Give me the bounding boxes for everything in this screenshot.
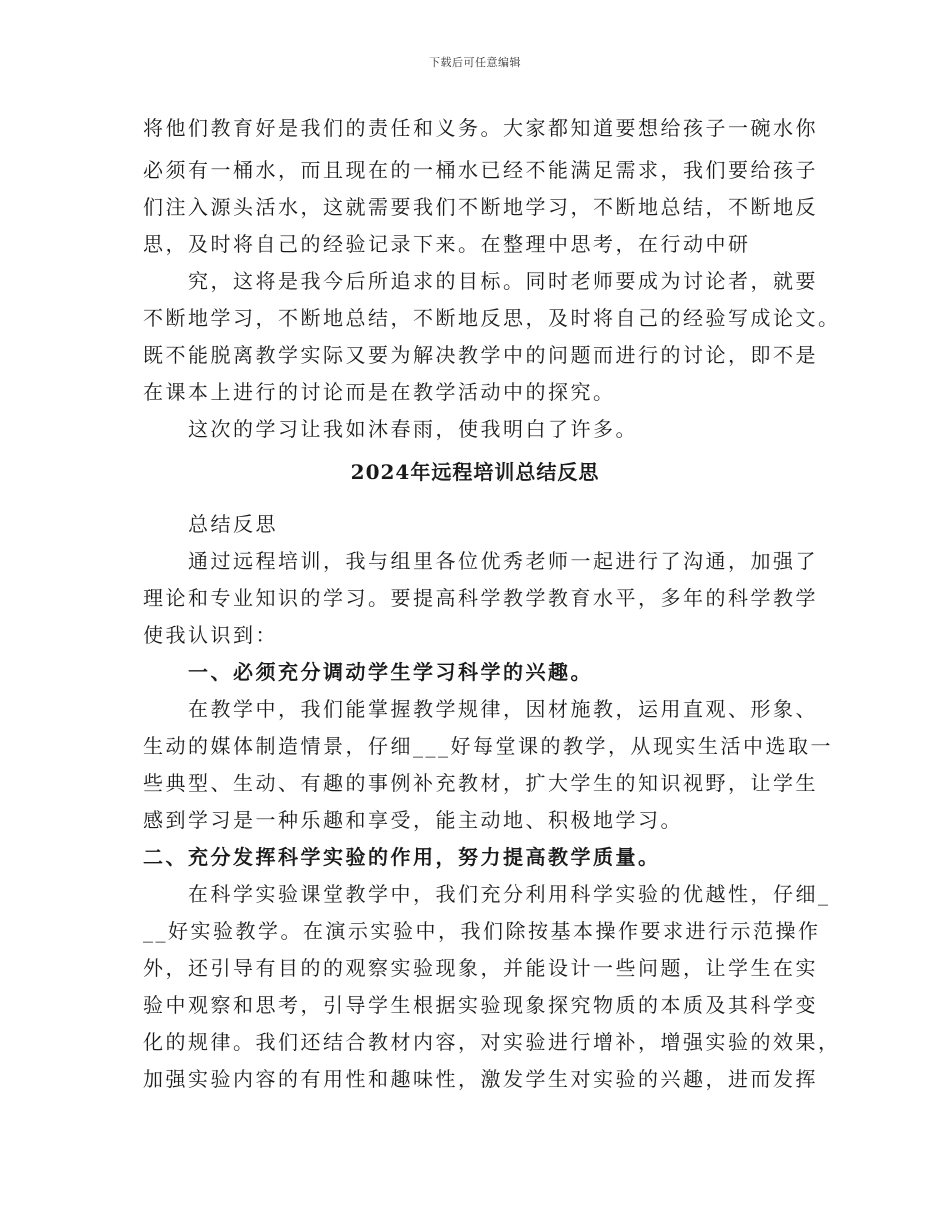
text-line: 在科学实验课堂教学中，我们充分利用科学实验的优越性，仔细_	[188, 882, 831, 906]
text-line: 在课本上进行的讨论而是在教学活动中的探究。	[143, 380, 616, 404]
section-title: 2024年远程培训总结反思	[350, 460, 600, 484]
text-line: 化的规律。我们还结合教材内容，对实验进行增补，增强实验的效果，	[143, 1030, 841, 1054]
text-line: 不断地学习，不断地总结，不断地反思，及时将自己的经验写成论文。	[143, 306, 841, 330]
text-line: 将他们教育好是我们的责任和义务。大家都知道要想给孩子一碗水你	[143, 116, 818, 140]
text-line: 在教学中，我们能掌握教学规律，因材施教，运用直观、形象、	[188, 697, 818, 721]
text-line: 些典型、生动、有趣的事例补充教材，扩大学生的知识视野，让学生	[143, 771, 818, 795]
text-line: 使我认识到：	[143, 623, 278, 647]
heading-two: 二、充分发挥科学实验的作用，努力提高教学质量。	[143, 845, 661, 869]
text-line: 感到学习是一种乐趣和享受，能主动地、积极地学习。	[143, 808, 683, 832]
text-line: 通过远程培训，我与组里各位优秀老师一起进行了沟通，加强了	[188, 549, 818, 573]
text-line: 们注入源头活水，这就需要我们不断地学习，不断地总结，不断地反	[143, 195, 818, 219]
text-line: 这次的学习让我如沐春雨，使我明白了许多。	[188, 417, 638, 441]
text-line: 思，及时将自己的经验记录下来。在整理中思考，在行动中研	[143, 232, 751, 256]
text-line: 必须有一桶水，而且现在的一桶水已经不能满足需求，我们要给孩子	[143, 158, 818, 182]
text-line: 加强实验内容的有用性和趣味性，激发学生对实验的兴趣，进而发挥	[143, 1067, 818, 1091]
heading-one: 一、必须充分调动学生学习科学的兴趣。	[188, 660, 593, 684]
text-line: 既不能脱离教学实际又要为解决教学中的问题而进行的讨论，即不是	[143, 343, 818, 367]
text-line: __好实验教学。在演示实验中，我们除按基本操作要求进行示范操作	[143, 919, 821, 943]
text-line: 究，这将是我今后所追求的目标。同时老师要成为讨论者，就要	[188, 269, 818, 293]
text-line: 外，还引导有目的的观察实验现象，并能设计一些问题，让学生在实	[143, 956, 818, 980]
text-line: 验中观察和思考，引导学生根据实验现象探究物质的本质及其科学变	[143, 993, 818, 1017]
text-line: 理论和专业知识的学习。要提高科学教学教育水平，多年的科学教学	[143, 586, 818, 610]
text-line: 生动的媒体制造情景，仔细___好每堂课的教学，从现实生活中选取一	[143, 734, 833, 758]
page-header-note: 下载后可任意编辑	[429, 56, 521, 69]
section-subtitle: 总结反思	[188, 512, 278, 536]
